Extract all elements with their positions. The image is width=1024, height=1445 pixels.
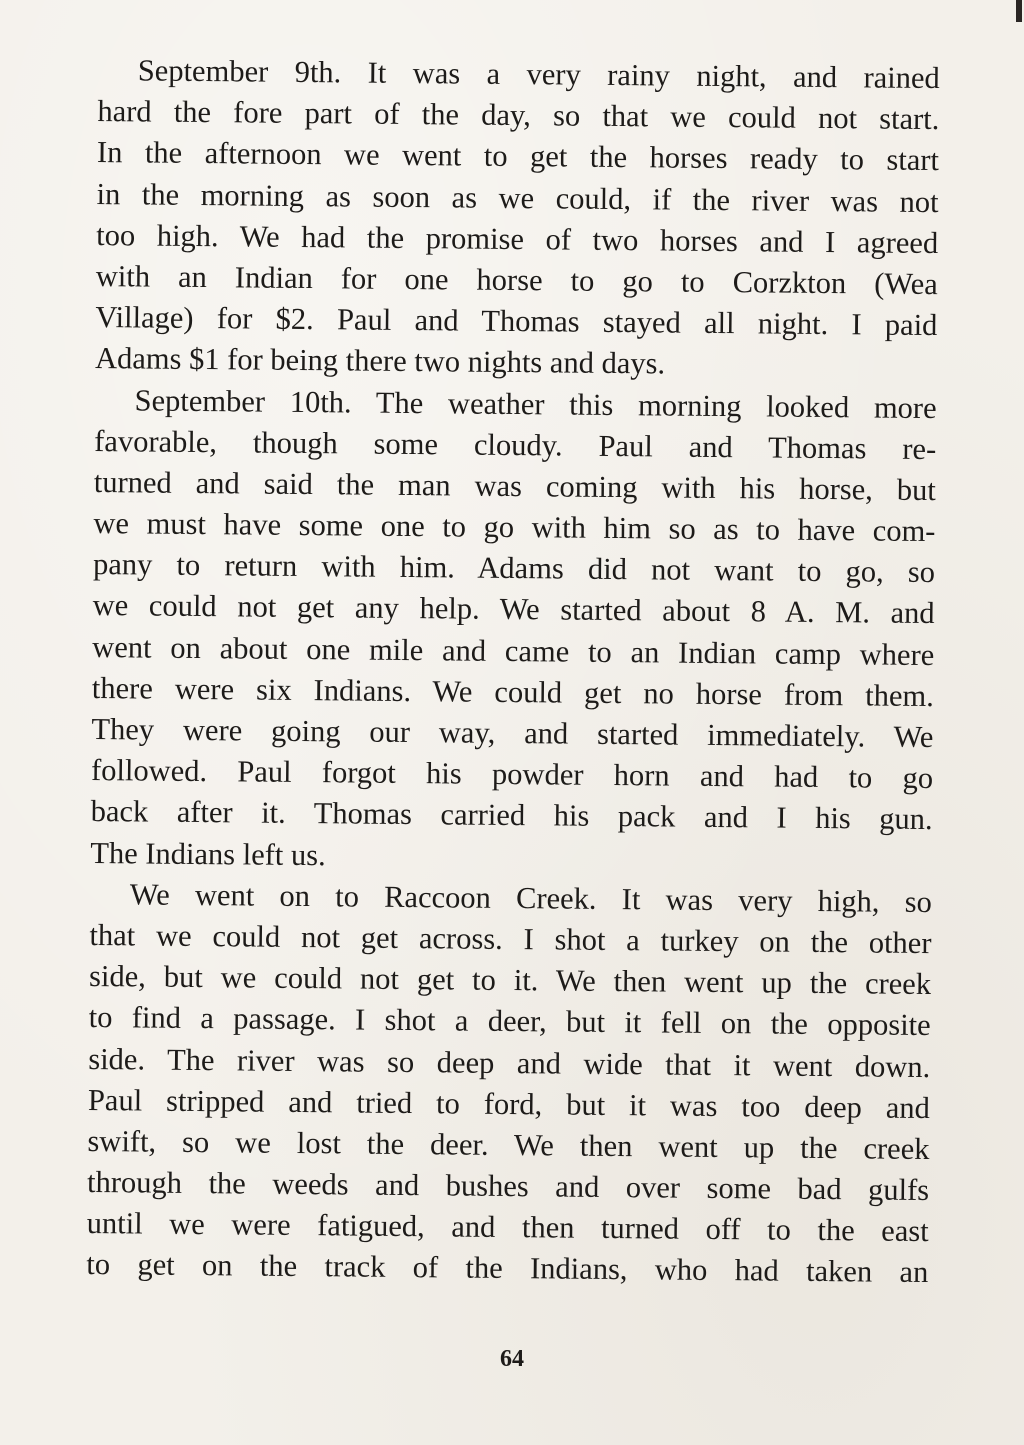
text-line: went on about one mile and came to an Indian camp where bbox=[92, 629, 935, 672]
text-line: pany to return with him. Adams did not want to go, so bbox=[92, 547, 936, 590]
text-line: in the morning as soon as we could, if the river was not bbox=[96, 176, 939, 219]
text-line: until we were fatigued, and then turned off to the east bbox=[86, 1206, 929, 1249]
text-line: Village) for $2. Paul and Thomas stayed all night. I paid bbox=[95, 300, 938, 343]
text-line: September 9th. It was a very rainy night, and rained bbox=[137, 53, 940, 96]
text-line: there were six Indians. We could get no horse from them. bbox=[91, 670, 935, 713]
text-line: September 10th. The weather this morning looked more bbox=[134, 382, 937, 425]
text-line: side, but we could not get to it. We then went up the creek bbox=[88, 959, 932, 1002]
text-line: we could not get any help. We started about 8 A. M. and bbox=[92, 588, 935, 631]
text-line: side. The river was so deep and wide that it went down. bbox=[88, 1041, 931, 1084]
text-line: followed. Paul forgot his powder horn and had to go bbox=[90, 753, 934, 796]
text-line: favorable, though some cloudy. Paul and Thomas re- bbox=[94, 423, 937, 466]
text-line: to find a passage. I shot a deer, but it fell on the opposite bbox=[88, 1000, 931, 1043]
text-line: hard the fore part of the day, so that we could not start. bbox=[97, 94, 940, 137]
paragraph-september-9th bbox=[95, 50, 940, 388]
text-line: we must have some one to go with him so as to have com- bbox=[93, 506, 936, 549]
paragraph-raccoon-creek bbox=[86, 874, 932, 1294]
text-line: Adams $1 for being there two nights and days. bbox=[94, 341, 666, 381]
body-text bbox=[86, 50, 940, 1294]
text-line: with an Indian for one horse to go to Corzkton (Wea bbox=[95, 258, 938, 302]
paragraph-september-10th bbox=[90, 379, 937, 881]
page-number: 64 bbox=[500, 1346, 524, 1372]
text-line: to get on the track of the Indians, who had taken an bbox=[86, 1247, 929, 1290]
scan-edge-mark bbox=[1016, 0, 1022, 22]
text-line: In the afternoon we went to get the horses ready to start bbox=[96, 135, 940, 178]
text-line: through the weeds and bushes and over some bad gulfs bbox=[86, 1165, 930, 1208]
text-line: They were going our way, and started immediately. We bbox=[91, 711, 934, 755]
text-line: We went on to Raccoon Creek. It was very high, so bbox=[129, 877, 933, 919]
text-line: The Indians left us. bbox=[90, 835, 326, 872]
text-line: that we could not get across. I shot a turkey on the other bbox=[89, 917, 932, 960]
text-line: swift, so we lost the deer. We then went up the creek bbox=[87, 1123, 930, 1166]
text-line: turned and said the man was coming with his horse, but bbox=[93, 464, 936, 507]
text-line: too high. We had the promise of two horses and I agreed bbox=[96, 217, 939, 260]
text-line: back after it. Thomas carried his pack and I his gun. bbox=[90, 794, 933, 837]
text-line: Paul stripped and tried to ford, but it was too deep and bbox=[87, 1082, 931, 1125]
